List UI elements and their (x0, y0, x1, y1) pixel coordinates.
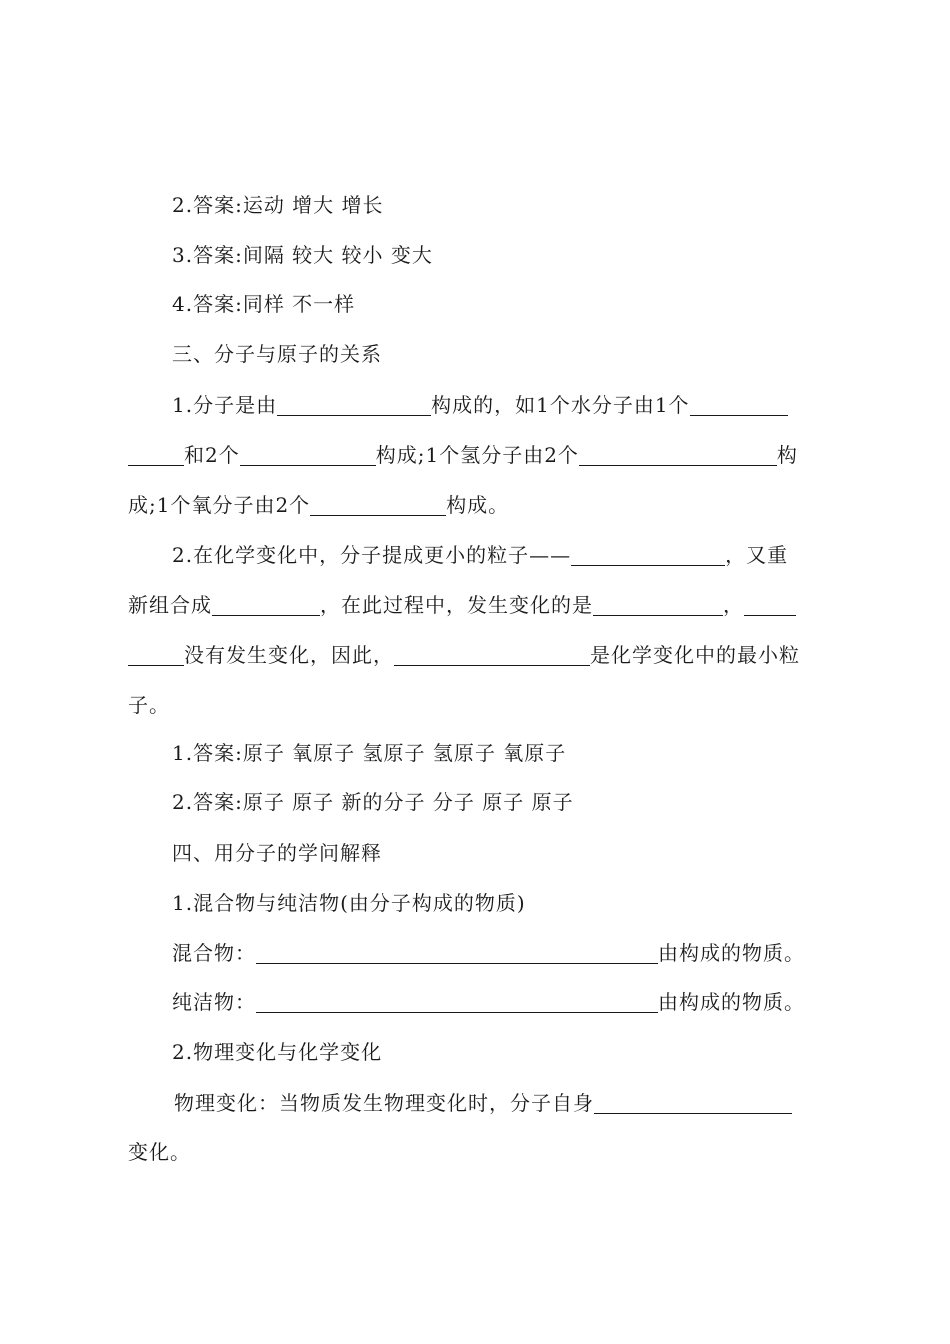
question-text: 新组合成 (128, 593, 212, 617)
question-text: 和2个 (184, 443, 240, 467)
fill-blank (579, 443, 777, 466)
question-text: 构成;1个氢分子由2个 (375, 443, 579, 467)
question-text: ，又重 (725, 543, 789, 567)
definition-label: 混合物： (172, 941, 256, 965)
question-text: 2.在化学变化中，分子提成更小的粒子—— (172, 543, 572, 567)
question-text: 是化学变化中的最小粒 (590, 643, 800, 667)
fill-blank (240, 443, 376, 466)
fill-blank (571, 543, 725, 566)
question-text: 构成。 (446, 493, 510, 517)
fill-blank (128, 443, 184, 466)
definition-text: 由构成的物质。 (658, 990, 805, 1014)
question-text: ，在此过程中，发生变化的是 (320, 593, 593, 617)
definition-text: 由构成的物质。 (658, 941, 805, 965)
item-title: 2.物理变化与化学变化 (172, 1040, 383, 1064)
question-line (172, 390, 788, 420)
fill-blank (744, 593, 796, 616)
question-text: 构 (776, 443, 798, 467)
fill-blank (212, 593, 320, 616)
answer-line: 4.答案:同样 不一样 (172, 292, 356, 316)
section-heading: 四、用分子的学问解释 (172, 841, 382, 865)
fill-blank (690, 393, 788, 416)
definition-line (174, 1088, 792, 1118)
question-line (128, 440, 798, 470)
question-line (128, 490, 509, 520)
fill-blank (256, 941, 658, 964)
fill-blank (256, 990, 658, 1013)
question-text: 构成的，如1个水分子由1个 (431, 393, 690, 417)
section-heading: 三、分子与原子的关系 (172, 342, 382, 366)
fill-blank (128, 643, 184, 666)
question-text: 没有发生变化，因此， (184, 643, 394, 667)
item-title: 1.混合物与纯洁物(由分子构成的物质) (172, 891, 526, 915)
question-text: 成;1个氧分子由2个 (128, 493, 311, 517)
fill-blank (594, 1091, 792, 1114)
answer-line: 1.答案:原子 氧原子 氢原子 氢原子 氧原子 (172, 741, 567, 765)
definition-text: 物理变化：当物质发生物理变化时，分子自身 (174, 1091, 594, 1115)
answer-line: 3.答案:间隔 较大 较小 变大 (172, 243, 433, 267)
answer-line: 2.答案:运动 增大 增长 (172, 193, 384, 217)
question-text: ， (723, 593, 744, 617)
fill-blank (394, 643, 590, 666)
fill-blank (593, 593, 723, 616)
question-line (128, 590, 796, 620)
question-line (128, 640, 800, 670)
fill-blank (310, 493, 446, 516)
question-text: 1.分子是由 (172, 393, 278, 417)
fill-blank (277, 393, 431, 416)
question-line: 子。 (128, 693, 170, 717)
definition-line (172, 987, 805, 1017)
definition-line (172, 938, 805, 968)
definition-line: 变化。 (128, 1140, 191, 1164)
answer-line: 2.答案:原子 原子 新的分子 分子 原子 原子 (172, 790, 574, 814)
question-line (172, 540, 788, 570)
definition-label: 纯洁物： (172, 990, 256, 1014)
